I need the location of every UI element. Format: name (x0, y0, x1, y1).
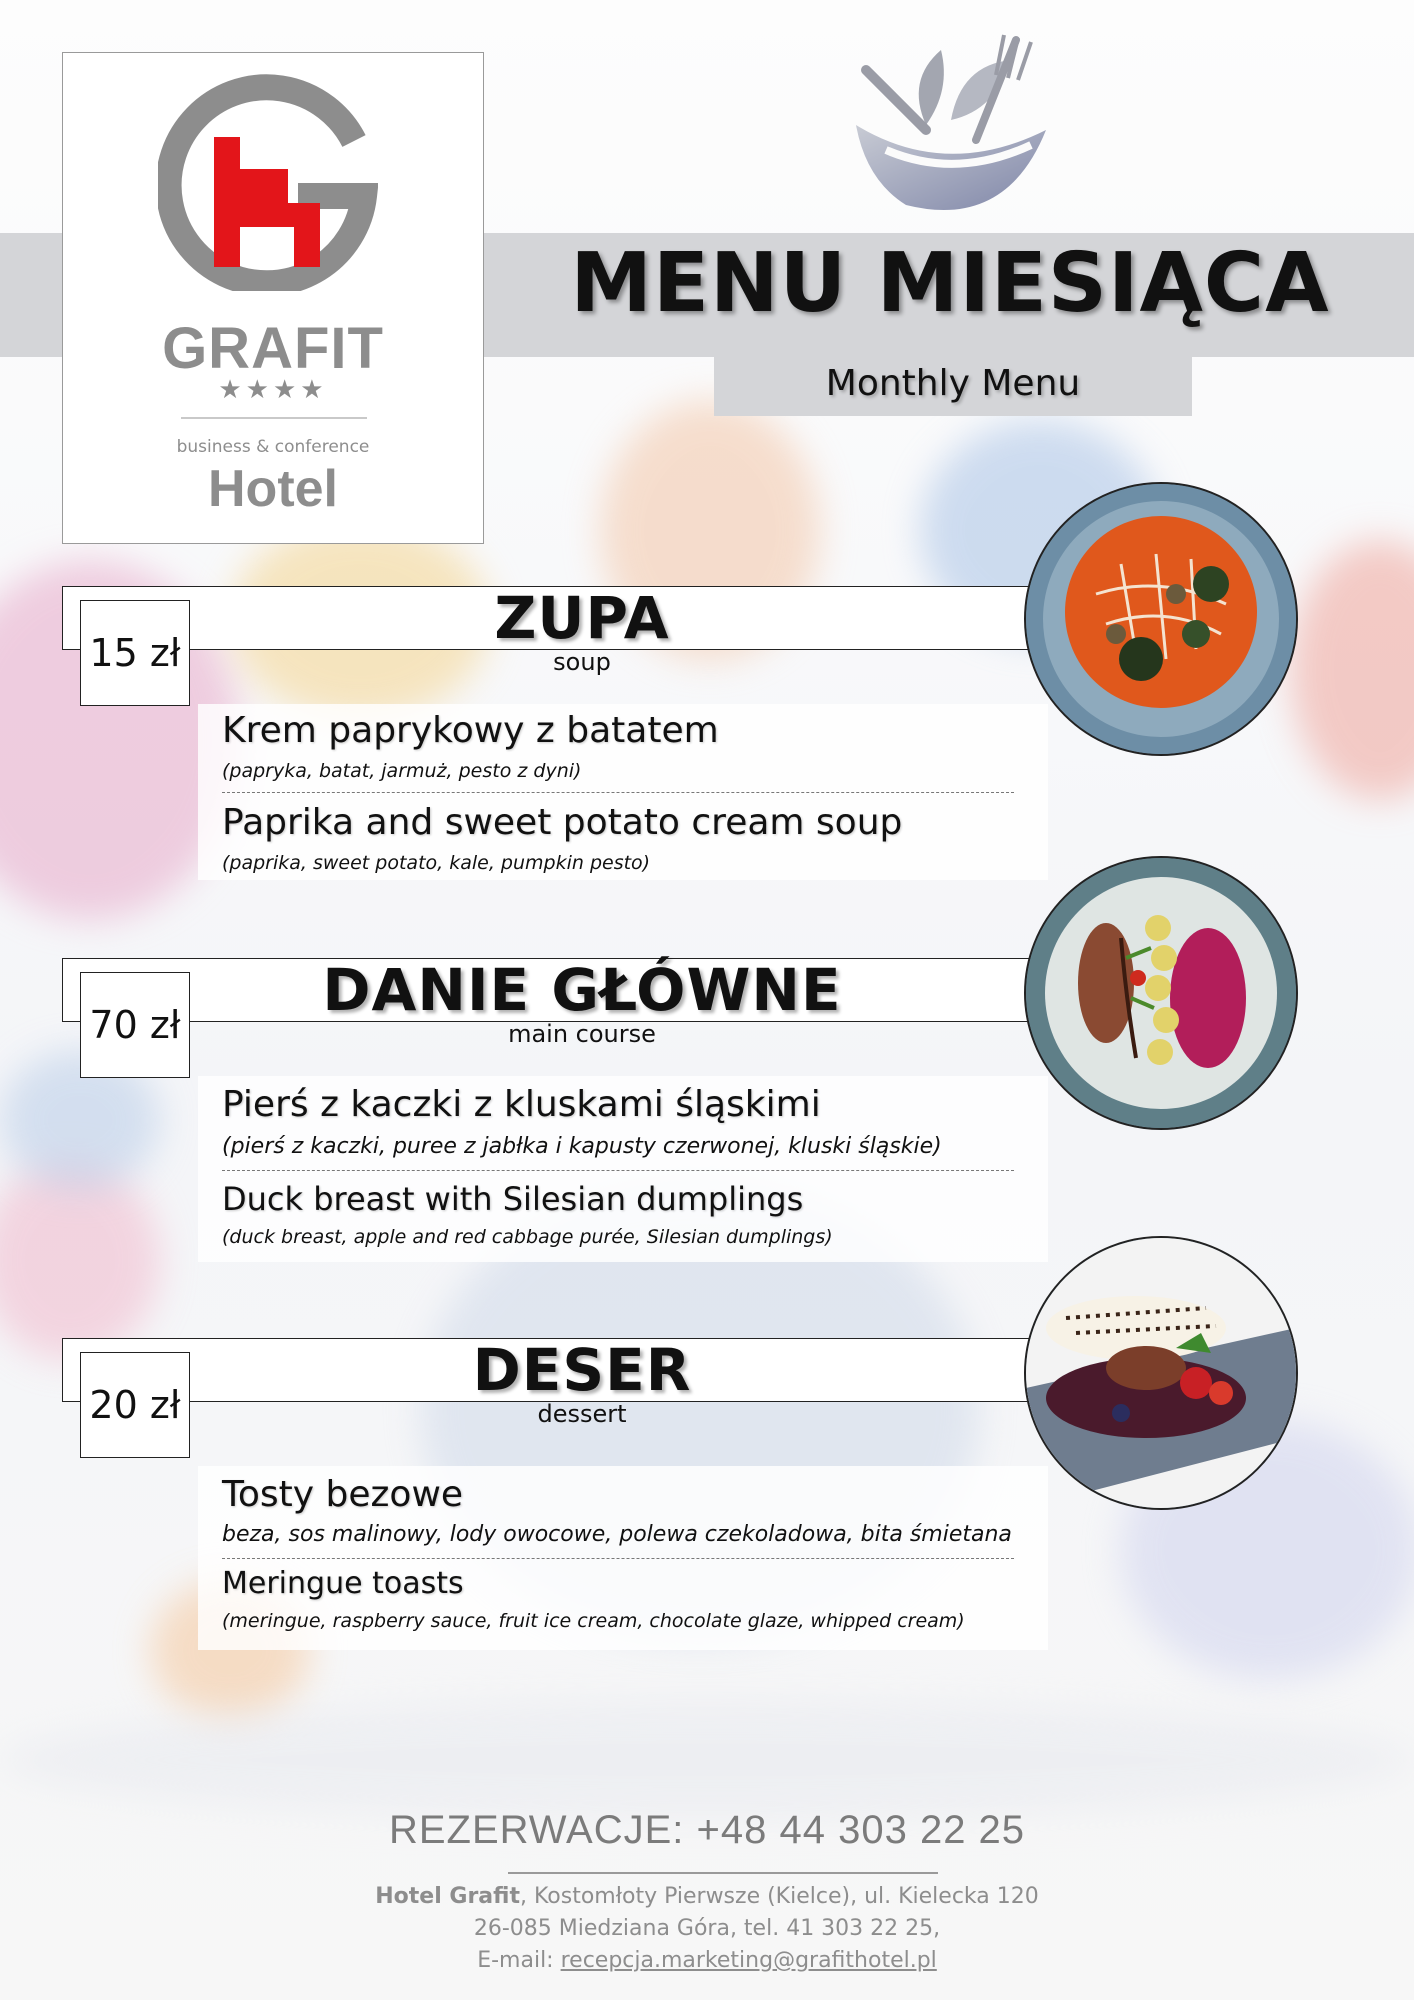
dish-name-pl: Tosty bezowe (222, 1474, 464, 1515)
section-dessert (62, 1338, 1092, 1658)
dish-card (198, 1466, 1048, 1650)
grafit-g-logo-icon (158, 71, 378, 291)
dish-desc-en: (duck breast, apple and red cabbage purée, Silesian dumplings) (222, 1226, 833, 1248)
reservation-phone: REZERWACJE: +48 44 303 22 25 (388, 1808, 1026, 1852)
dish-desc-pl: beza, sos malinowy, lody owocowe, polewa czekoladowa, bita śmietana (222, 1522, 1012, 1547)
page-title: MENU MIESIĄCA (570, 236, 1330, 331)
section-title: ZUPA (494, 584, 670, 652)
price-tag: 70 zł (80, 972, 190, 1078)
bg-flower-red (1290, 540, 1414, 800)
section-main-course (62, 958, 1092, 1268)
bowl-leaves-icon (846, 30, 1056, 215)
logo-hotel: Hotel (208, 460, 338, 518)
hotel-name: Hotel Grafit (375, 1884, 520, 1909)
dish-desc-pl: (papryka, batat, jarmuż, pesto z dyni) (222, 760, 582, 782)
duck-plate-image (1026, 858, 1296, 1128)
footer-divider (508, 1872, 938, 1874)
email-link[interactable]: recepcja.marketing@grafithotel.pl (560, 1948, 937, 1973)
bg-wash-bottom (0, 1700, 1414, 1820)
dish-desc-en: (paprika, sweet potato, kale, pumpkin pesto) (222, 852, 651, 874)
dish-desc-pl: (pierś z kaczki, puree z jabłka i kapusty czerwonej, kluski śląskie) (222, 1134, 942, 1159)
section-soup (62, 586, 1092, 886)
soup-photo (1024, 482, 1298, 756)
section-title: DANIE GŁÓWNE (322, 956, 842, 1024)
dessert-photo (1024, 1236, 1298, 1510)
logo-name: GRAFIT (162, 316, 384, 381)
price-tag: 20 zł (80, 1352, 190, 1458)
section-subtitle: dessert (537, 1400, 627, 1428)
hotel-logo (62, 52, 484, 544)
soup-plate-image (1026, 484, 1296, 754)
address-text: , Kostomłoty Pierwsze (Kielce), ul. Kielecka 120 (519, 1884, 1039, 1909)
dish-card (198, 704, 1048, 880)
dessert-plate-image (1026, 1238, 1296, 1508)
logo-stars: ★★★★ (218, 375, 328, 405)
title-band-left (0, 233, 62, 357)
price-tag: 15 zł (80, 600, 190, 706)
dish-desc-en: (meringue, raspberry sauce, fruit ice cream, chocolate glaze, whipped cream) (222, 1610, 965, 1632)
dish-divider (222, 1170, 1014, 1171)
address-line-1 (0, 1884, 1414, 1909)
dish-name-en: Duck breast with Silesian dumplings (222, 1180, 804, 1218)
email-line (0, 1948, 1414, 1973)
dish-card (198, 1076, 1048, 1262)
page-subtitle: Monthly Menu (825, 363, 1081, 404)
dish-name-pl: Pierś z kaczki z kluskami śląskimi (222, 1084, 821, 1125)
main-course-photo (1024, 856, 1298, 1130)
section-subtitle: soup (553, 648, 611, 676)
address-line-2: 26-085 Miedziana Góra, tel. 41 303 22 25, (473, 1916, 941, 1941)
dish-name-en: Paprika and sweet potato cream soup (222, 802, 903, 843)
dish-name-pl: Krem paprykowy z batatem (222, 710, 719, 751)
dish-name-en: Meringue toasts (222, 1566, 464, 1601)
email-label: E-mail: (477, 1948, 561, 1973)
dish-divider (222, 1558, 1014, 1559)
dish-divider (222, 792, 1014, 793)
section-title: DESER (472, 1336, 692, 1404)
section-subtitle: main course (508, 1020, 656, 1048)
logo-divider (181, 417, 367, 419)
logo-tagline: business & conference (176, 437, 370, 457)
